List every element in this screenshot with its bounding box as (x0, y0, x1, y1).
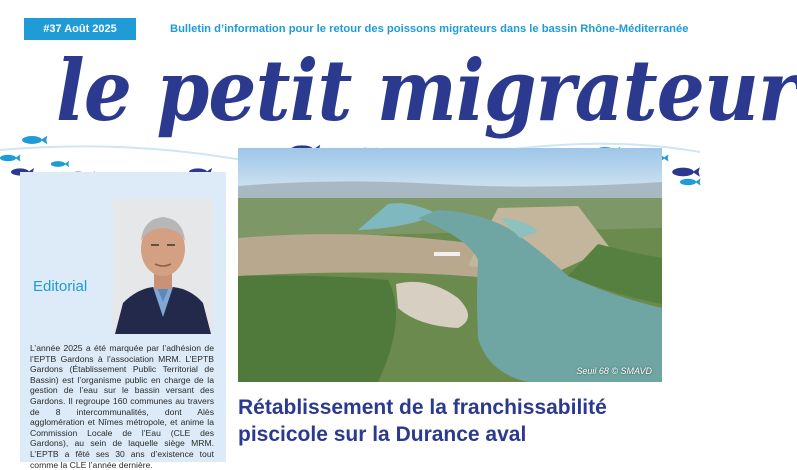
editorial-heading: Editorial (33, 278, 88, 295)
headline-line-2: piscicole sur la Durance aval (238, 423, 527, 446)
masthead-title: le petit migrateur (56, 41, 797, 140)
editorial-portrait (113, 199, 213, 334)
river-aerial-image (238, 148, 662, 382)
editorial-text: L’année 2025 a été marquée par l’adhésion de l’EPTB Gardons à l’association MRM. L’EPTB Gardons (Établissement Public Territorial de Bassin) est l’organisme public en charge de la gestion de l’eau sur le bassin versant des Gardons. Il regroupe 160 communes au travers de 8 intercommunalités, dont Alès agglomération et Nîmes métropole, et anime la Commission Locale de l’Eau (CLE des Gardons), au sein de laquelle siège MRM. L’EPTB a fêté ses 30 ans d’existence tout comme la CLE l’année dernière. (30, 343, 214, 470)
headline-line-1: Rétablissement de la franchissabilité (238, 396, 607, 419)
portrait-image (113, 199, 213, 334)
issue-badge: #37 Août 2025 (24, 18, 136, 40)
bulletin-tagline: Bulletin d’information pour le retour des poissons migrateurs dans le bassin Rhône-Méditerranée (170, 23, 689, 35)
durance-aerial-photo (238, 148, 662, 382)
article-headline (238, 394, 678, 448)
photo-credit: Seuil 68 © SMAVD (576, 366, 652, 376)
